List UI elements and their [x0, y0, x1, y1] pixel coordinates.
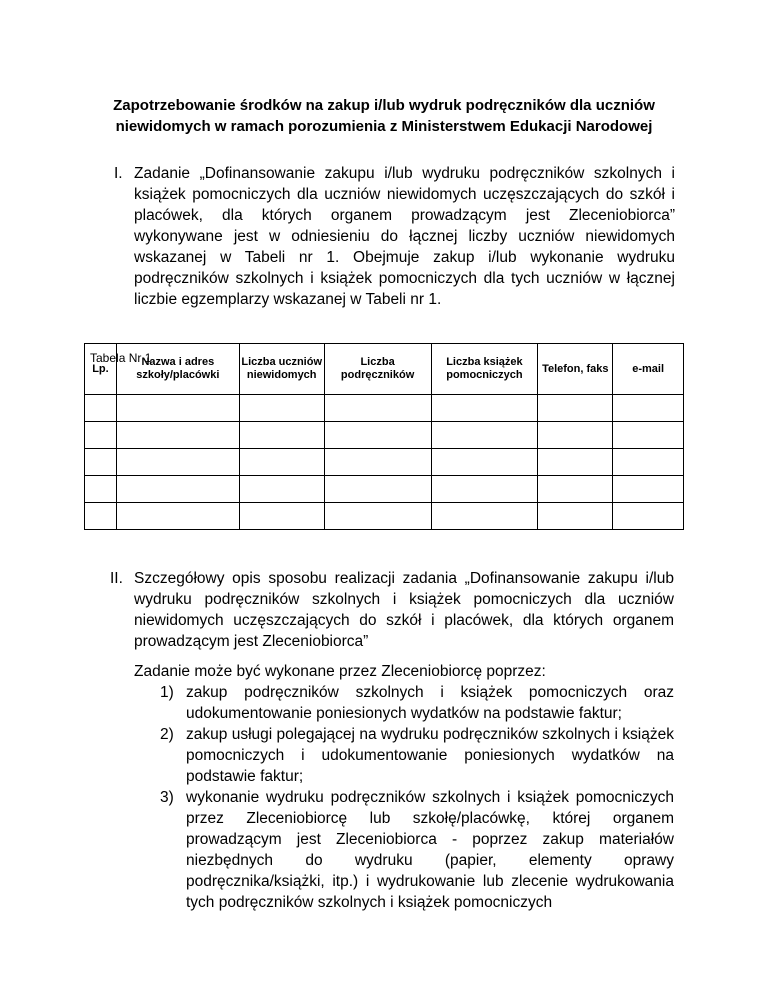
table-row: [85, 503, 684, 530]
table-cell[interactable]: [85, 449, 117, 476]
section-1-text: Zadanie „Dofinansowanie zakupu i/lub wydruku podręczników szkolnych i książek pomocniczych dla uczniów niewidomych uczęszczających do szkół i placówek, dla których organem prowadzącym jest Zleceniobiorca” wykonywane jest w odniesieniu do łącznej liczby uczniów niewidomych wskazanej w Tabeli nr 1. Obejmuje zakup i/lub wykonanie wydruku podręczników szkolnych i książek pomocniczych dla tych uczniów w łącznej liczbie egzemplarzy wskazanej w Tabeli nr 1.: [134, 165, 675, 308]
table-cell[interactable]: [324, 395, 431, 422]
table-cell[interactable]: [431, 503, 538, 530]
table-cell[interactable]: [239, 422, 324, 449]
header-email: e-mail: [613, 344, 684, 395]
table-cell[interactable]: [116, 503, 239, 530]
table-cell[interactable]: [613, 503, 684, 530]
section-1: [114, 163, 675, 310]
table-cell[interactable]: [431, 476, 538, 503]
table-cell[interactable]: [239, 503, 324, 530]
table-cell[interactable]: [239, 395, 324, 422]
header-phone-fax: Telefon, faks: [538, 344, 613, 395]
header-school-name: Nazwa i adres szkoły/placówki: [116, 344, 239, 395]
section-2-intro: Zadanie może być wykonane przez Zleceniobiorcę poprzez:: [134, 663, 546, 680]
table-cell[interactable]: [324, 449, 431, 476]
table-row: [85, 395, 684, 422]
table-cell[interactable]: [538, 476, 613, 503]
title-line-1: Zapotrzebowanie środków na zakup i/lub wydruk podręczników dla uczniów: [113, 97, 655, 114]
section-2-text: Szczegółowy opis sposobu realizacji zadania „Dofinansowanie zakupu i/lub wydruku podręczników szkolnych i książek pomocniczych dla uczniów niewidomych uczęszczających do szkół i placówek, dla których organem prowadzącym jest Zleceniobiorca”: [134, 570, 674, 650]
header-student-count: Liczba uczniów niewidomych: [239, 344, 324, 395]
table-cell[interactable]: [116, 449, 239, 476]
table-caption: Tabela Nr 1: [90, 351, 152, 365]
table-cell[interactable]: [85, 476, 117, 503]
table-cell[interactable]: [538, 503, 613, 530]
table-cell[interactable]: [85, 503, 117, 530]
header-textbook-count: Liczba podręczników: [324, 344, 431, 395]
table-row: [85, 476, 684, 503]
table-cell[interactable]: [431, 422, 538, 449]
section-2-number: II.: [110, 570, 123, 587]
table-cell[interactable]: [116, 422, 239, 449]
list-item-number: 2): [160, 726, 174, 743]
table-cell[interactable]: [613, 476, 684, 503]
requirements-table: [84, 343, 684, 530]
list-item: [134, 724, 674, 787]
table-cell[interactable]: [239, 449, 324, 476]
table-cell[interactable]: [116, 476, 239, 503]
method-list: [134, 682, 674, 913]
table-cell[interactable]: [324, 422, 431, 449]
title-line-2: niewidomych w ramach porozumienia z Ministerstwem Edukacji Narodowej: [115, 118, 653, 135]
table-cell[interactable]: [431, 449, 538, 476]
list-item-text: zakup podręczników szkolnych i książek pomocniczych oraz udokumentowanie poniesionych wydatków na podstawie faktur;: [186, 684, 674, 722]
table-cell[interactable]: [431, 395, 538, 422]
table-cell[interactable]: [538, 422, 613, 449]
list-item-number: 3): [160, 789, 174, 806]
table-header-row: [85, 344, 684, 395]
table-cell[interactable]: [85, 422, 117, 449]
table-cell[interactable]: [116, 395, 239, 422]
document-title: [90, 95, 678, 137]
list-item: [134, 682, 674, 724]
table-cell[interactable]: [239, 476, 324, 503]
section-1-number: I.: [114, 165, 123, 182]
table-cell[interactable]: [613, 449, 684, 476]
table-cell[interactable]: [613, 395, 684, 422]
list-item-number: 1): [160, 684, 174, 701]
table-cell[interactable]: [538, 449, 613, 476]
table-cell[interactable]: [324, 503, 431, 530]
list-item-text: wykonanie wydruku podręczników szkolnych i książek pomocniczych przez Zleceniobiorcę lub szkołę/placówkę, której organem prowadzącym jest Zleceniobiorca - poprzez zakup materiałów niezbędnych do wydruku (papier, elementy oprawy podręcznika/książki, itp.) i wydrukowanie lub zlecenie wydrukowania tych podręczników szkolnych i książek pomocniczych: [186, 789, 674, 911]
table-cell[interactable]: [85, 395, 117, 422]
list-item-text: zakup usługi polegającej na wydruku podręczników szkolnych i książek pomocniczych i udokumentowanie poniesionych wydatków na podstawie faktur;: [186, 726, 674, 785]
header-lp: Lp.: [85, 344, 117, 395]
list-item: [134, 787, 674, 913]
table-cell[interactable]: [324, 476, 431, 503]
header-aux-book-count: Liczba książek pomocniczych: [431, 344, 538, 395]
table-cell[interactable]: [613, 422, 684, 449]
table-row: [85, 449, 684, 476]
table-cell[interactable]: [538, 395, 613, 422]
section-2: [110, 568, 674, 652]
table-row: [85, 422, 684, 449]
